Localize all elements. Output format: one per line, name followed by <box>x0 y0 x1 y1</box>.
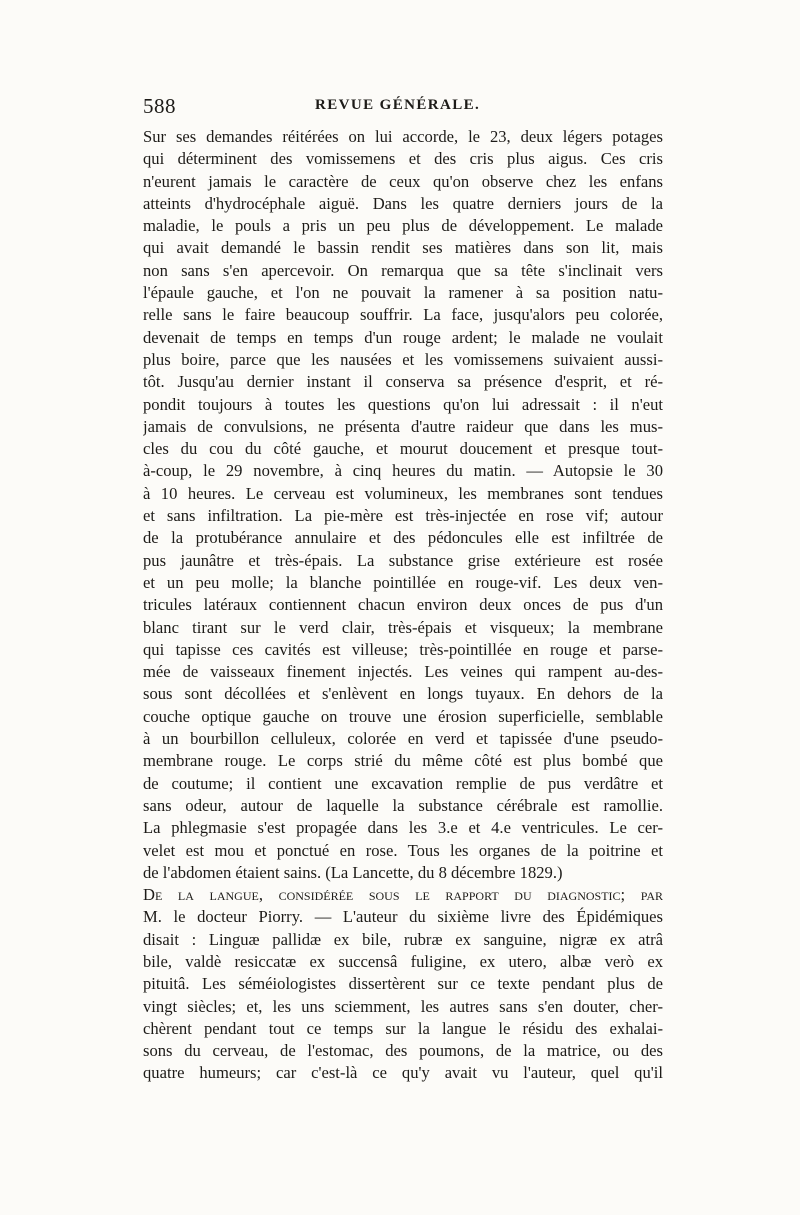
text-line: qui tapisse ces cavités est villeuse; très-pointillée en rouge et parse- <box>143 639 663 659</box>
text-line: bile, valdè resiccatæ ex succensâ fuligine, ex utero, albæ verò ex <box>143 951 663 971</box>
text-line: non sans s'en apercevoir. On remarqua que sa tête s'inclinait vers <box>143 260 663 280</box>
text-line: cles du cou du côté gauche, et mourut doucement et presque tout- <box>143 439 663 459</box>
text-line: à-coup, le 29 novembre, à cinq heures du matin. — Autopsie le 30 <box>143 461 663 481</box>
text-line: mée de vaisseaux finement injectés. Les veines qui rampent au-des- <box>143 662 663 682</box>
text-line: plus boire, parce que les nausées et les vomissemens suivaient aussi- <box>143 349 663 369</box>
text-line: tôt. Jusqu'au dernier instant il conserva sa présence d'esprit, et ré- <box>143 372 663 392</box>
text-line: pituitâ. Les séméiologistes dissertèrent sur ce texte pendant plus de <box>143 974 663 994</box>
text-line: à 10 heures. Le cerveau est volumineux, les membranes sont tendues <box>143 483 663 503</box>
text-line: de coutume; il contient une excavation remplie de pus verdâtre et <box>143 773 663 793</box>
running-head: REVUE GÉNÉRALE. <box>315 97 481 113</box>
body-text <box>143 126 663 1085</box>
text-line: relle sans le faire beaucoup souffrir. La face, jusqu'alors peu colorée, <box>143 305 663 325</box>
text-line: n'eurent jamais le caractère de ceux qu'on observe chez les enfans <box>143 171 663 191</box>
text-line: De la langue, considérée sous le rapport du diagnostic; par <box>143 885 663 905</box>
page-number: 588 <box>143 94 176 118</box>
text-line: La phlegmasie s'est propagée dans les 3.e et 4.e ventricules. Le cer- <box>143 818 663 838</box>
text-line: et un peu molle; la blanche pointillée en rouge-vif. Les deux ven- <box>143 572 663 592</box>
text-line: disait : Linguæ pallidæ ex bile, rubræ ex sanguine, nigræ ex atrâ <box>143 929 663 949</box>
text-line: blanc tirant sur le verd clair, très-épais et visqueux; la membrane <box>143 617 663 637</box>
text-line: membrane rouge. Le corps strié du même côté est plus bombé que <box>143 751 663 771</box>
text-line: sous sont décollées et s'enlèvent en longs tuyaux. En dehors de la <box>143 684 663 704</box>
text-line: qui déterminent des vomissemens et des cris plus aigus. Ces cris <box>143 149 663 169</box>
text-line: atteints d'hydrocéphale aiguë. Dans les quatre derniers jours de la <box>143 193 663 213</box>
text-line: pus jaunâtre et très-épais. La substance grise extérieure est rosée <box>143 550 663 570</box>
text-line: de l'abdomen étaient sains. (La Lancette, du 8 décembre 1829.) <box>143 862 563 882</box>
text-line: couche optique gauche on trouve une érosion superficielle, semblable <box>143 706 663 726</box>
text-line: vingt siècles; et, les uns sciemment, les autres sans s'en douter, cher- <box>143 996 663 1016</box>
text-line: de la protubérance annulaire et des pédoncules elle est infiltrée de <box>143 528 663 548</box>
text-line: et sans infiltration. La pie-mère est très-injectée en rose vif; autour <box>143 506 663 526</box>
text-line: l'épaule gauche, et l'on ne pouvait la ramener à sa position natu- <box>143 283 663 303</box>
text-line: velet est mou et ponctué en rose. Tous les organes de la poitrine et <box>143 840 663 860</box>
text-line: quatre humeurs; car c'est-là ce qu'y avait vu l'auteur, quel qu'il <box>143 1063 663 1083</box>
text-line: maladie, le pouls a pris un peu plus de développement. Le malade <box>143 216 663 236</box>
text-line: tricules latéraux contiennent chacun environ deux onces de pus d'un <box>143 595 663 615</box>
text-line: qui avait demandé le bassin rendit ses matières dans son lit, mais <box>143 238 663 258</box>
text-line: M. le docteur Piorry. — L'auteur du sixième livre des Épidémiques <box>143 907 663 927</box>
text-line: devenait de temps en temps d'un rouge ardent; le malade ne voulait <box>143 327 663 347</box>
text-line: Sur ses demandes réitérées on lui accorde, le 23, deux légers potages <box>143 127 663 146</box>
text-line: jamais de convulsions, ne présenta d'autre raideur que dans les mus- <box>143 416 663 436</box>
page-header <box>143 94 673 120</box>
text-line: sons du cerveau, de l'estomac, des poumons, de la matrice, ou des <box>143 1041 663 1061</box>
text-line: sans odeur, autour de laquelle la substance cérébrale est ramollie. <box>143 795 663 815</box>
text-line: pondit toujours à toutes les questions qu'on lui adressait : il n'eut <box>143 394 663 414</box>
text-line: chèrent pendant tout ce temps sur la langue le résidu des exhalai- <box>143 1018 663 1038</box>
text-line: à un bourbillon celluleux, colorée en verd et tapissée d'une pseudo- <box>143 729 663 749</box>
